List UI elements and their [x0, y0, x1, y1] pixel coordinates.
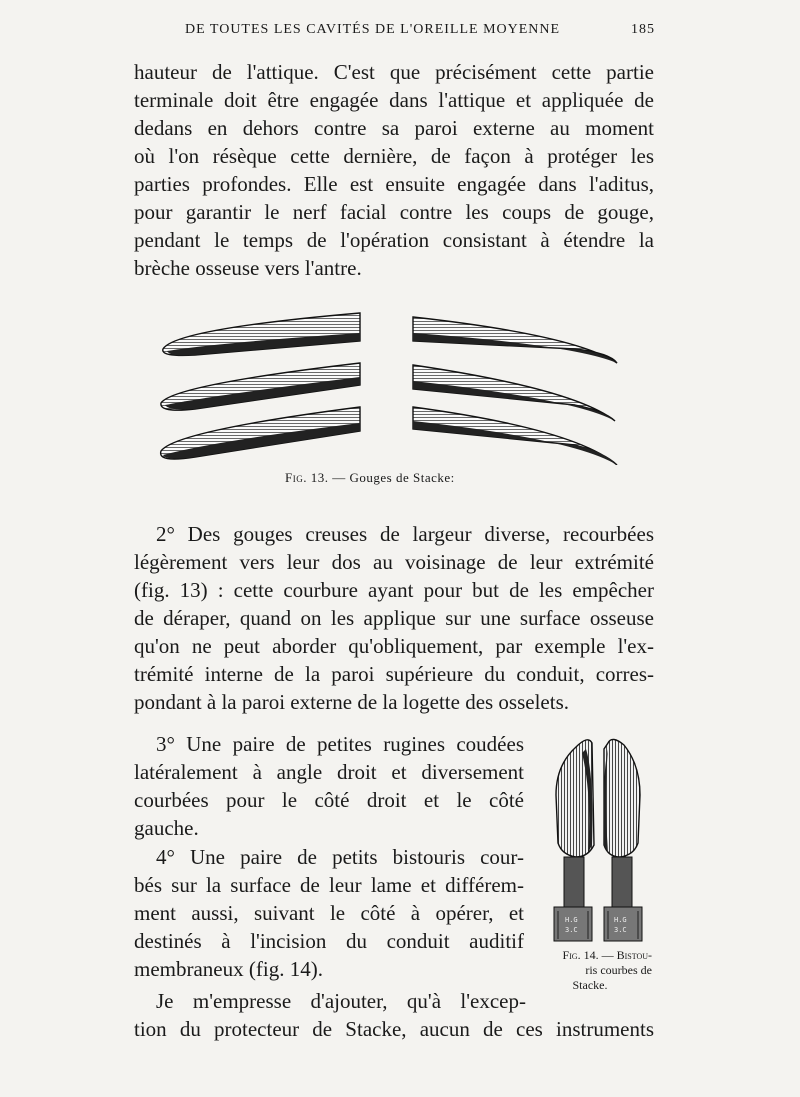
- text-line: destinés à l'incision du conduit auditif: [134, 929, 524, 953]
- caption-line: Stacke.: [572, 978, 608, 992]
- gouges-illustration: [155, 305, 635, 465]
- page-number: 185: [631, 22, 655, 37]
- text-line: trémité interne de la paroi supérieure du conduit, corres-: [134, 662, 654, 686]
- gouge-left-2: [161, 363, 360, 410]
- text-line: parties profondes. Elle est ensuite engagée dans l'aditus,: [134, 172, 654, 196]
- text-line: pendant le temps de l'opération consistant à étendre la: [134, 228, 654, 252]
- text-line: légèrement vers leur dos au voisinage de leur extrémité: [134, 550, 654, 574]
- text-line: 3° Une paire de petites rugines coudées: [156, 732, 524, 756]
- paragraph-1: [134, 58, 654, 282]
- gouge-right-1: [413, 317, 617, 363]
- paragraph-4: [134, 843, 524, 983]
- figure-13-text: — Gouges de Stacke:: [332, 470, 455, 485]
- running-header: [185, 22, 655, 44]
- handle-mark: 3.C: [614, 926, 627, 934]
- text-line: gauche.: [134, 816, 199, 840]
- gouge-right-3: [413, 407, 617, 465]
- text-line: dedans en dehors contre sa paroi externe au moment: [134, 116, 654, 140]
- text-line: membraneux (fig. 14).: [134, 957, 323, 981]
- gouge-left-1: [163, 313, 360, 356]
- figure-13-label: Fig. 13.: [285, 470, 329, 485]
- text-line: (fig. 13) : cette courbure ayant pour but de les empêcher: [134, 578, 654, 602]
- text-line: pour garantir le nerf facial contre les coups de gouge,: [134, 200, 654, 224]
- handle-mark: H.G: [614, 916, 627, 924]
- text-line: latéralement à angle droit et diversement: [134, 760, 524, 784]
- text-line: de déraper, quand on les applique sur une surface osseuse: [134, 606, 654, 630]
- text-line: tion du protecteur de Stacke, aucun de ces instruments: [134, 1017, 654, 1041]
- gouge-left-3: [161, 407, 360, 459]
- text-line: ment aussi, suivant le côté à opérer, et: [134, 901, 524, 925]
- handle-mark: 3.C: [565, 926, 578, 934]
- scalpel-right: [604, 739, 643, 941]
- text-line: qu'on ne peut aborder qu'obliquement, par exemple l'ex-: [134, 634, 654, 658]
- text-line: bés sur la surface de leur lame et différem-: [134, 873, 524, 897]
- paragraph-5: [134, 987, 654, 1043]
- text-line: où l'on résèque cette dernière, de façon à protéger les: [134, 144, 654, 168]
- text-line: 2° Des gouges creuses de largeur diverse, recourbées: [156, 522, 654, 546]
- handle-mark: H.G: [565, 916, 578, 924]
- text-line: hauteur de l'attique. C'est que précisément cette partie: [134, 60, 654, 84]
- figure-13-caption: [285, 470, 525, 486]
- text-line: brèche osseuse vers l'antre.: [134, 256, 362, 280]
- bistouris-illustration: [548, 735, 648, 945]
- text-line: 4° Une paire de petits bistouris cour-: [156, 845, 524, 869]
- text-line: courbées pour le côté droit et le côté: [134, 788, 524, 812]
- running-title: DE TOUTES LES CAVITÉS DE L'OREILLE MOYENNE: [185, 22, 561, 37]
- text-line: terminale doit être engagée dans l'attique et appliquée de: [134, 88, 654, 112]
- caption-line: Fig. 14. — Bistou-: [562, 948, 652, 962]
- scalpel-left: [554, 740, 594, 941]
- caption-line: ris courbes de: [585, 963, 652, 977]
- text-line: pondant à la paroi externe de la logette des osselets.: [134, 690, 570, 714]
- paragraph-2: [134, 520, 654, 716]
- paragraph-3: [134, 730, 524, 842]
- text-line: Je m'empresse d'ajouter, qu'à l'excep-: [156, 989, 526, 1013]
